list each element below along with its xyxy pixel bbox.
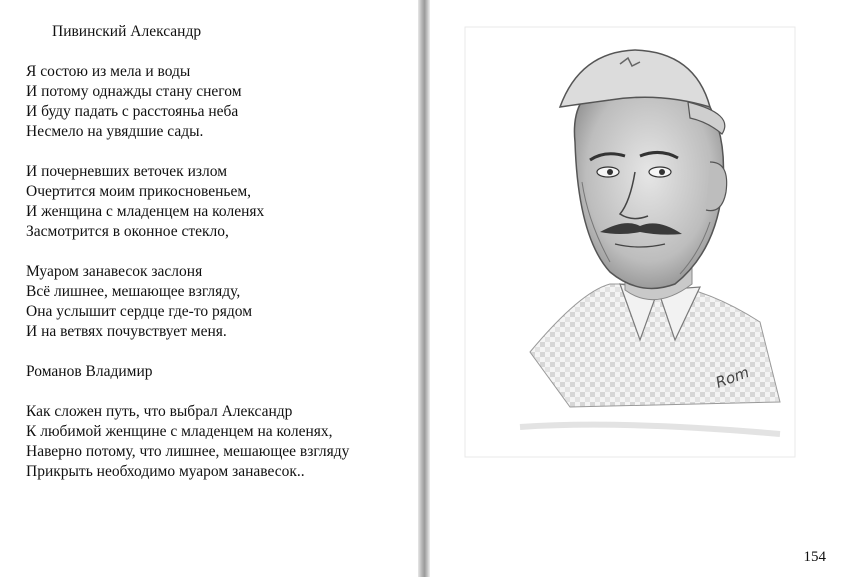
- poem-line: И потому однажды стану снегом: [26, 83, 242, 100]
- poem-line: Она услышит сердце где-то рядом: [26, 303, 253, 320]
- right-page: [430, 0, 852, 577]
- author-name-2: Романов Владимир: [26, 363, 153, 380]
- author-name-1: Пивинский Александр: [52, 23, 202, 40]
- poem-line: Прикрыть необходимо муаром занавесок..: [26, 463, 305, 480]
- poem-text: [26, 22, 416, 502]
- poem-line: Очертится моим прикосновеньем,: [26, 183, 252, 200]
- poem-line: Я состою из мела и воды: [26, 63, 191, 80]
- poem-line: Как сложен путь, что выбрал Александр: [26, 403, 293, 420]
- stanza-2: [26, 162, 416, 242]
- poem-line: И женщина с младенцем на коленях: [26, 203, 265, 220]
- poem-line: И буду падать с расстояньа неба: [26, 103, 239, 120]
- poem-line: И почерневших веточек излом: [26, 163, 228, 180]
- artist-signature: Rom: [713, 363, 752, 392]
- poem-line: Муаром занавесок заслоня: [26, 263, 203, 280]
- page-number: 154: [803, 549, 826, 565]
- stanza-3: [26, 262, 416, 342]
- portrait-sketch: [460, 22, 810, 462]
- poem-line: К любимой женщине с младенцем на коленях,: [26, 423, 333, 440]
- poem-line: Засмотрится в оконное стекло,: [26, 223, 229, 240]
- left-page: [0, 0, 418, 577]
- stanza-4: [26, 402, 416, 482]
- stanza-1: [26, 62, 416, 142]
- poem-line: Несмело на увядшие сады.: [26, 123, 204, 140]
- poem-line: Всё лишнее, мешающее взгляду,: [26, 283, 241, 300]
- book-gutter: [418, 0, 430, 577]
- poem-line: Наверно потому, что лишнее, мешающее взгляду: [26, 443, 350, 460]
- poem-line: И на ветвях почувствует меня.: [26, 323, 227, 340]
